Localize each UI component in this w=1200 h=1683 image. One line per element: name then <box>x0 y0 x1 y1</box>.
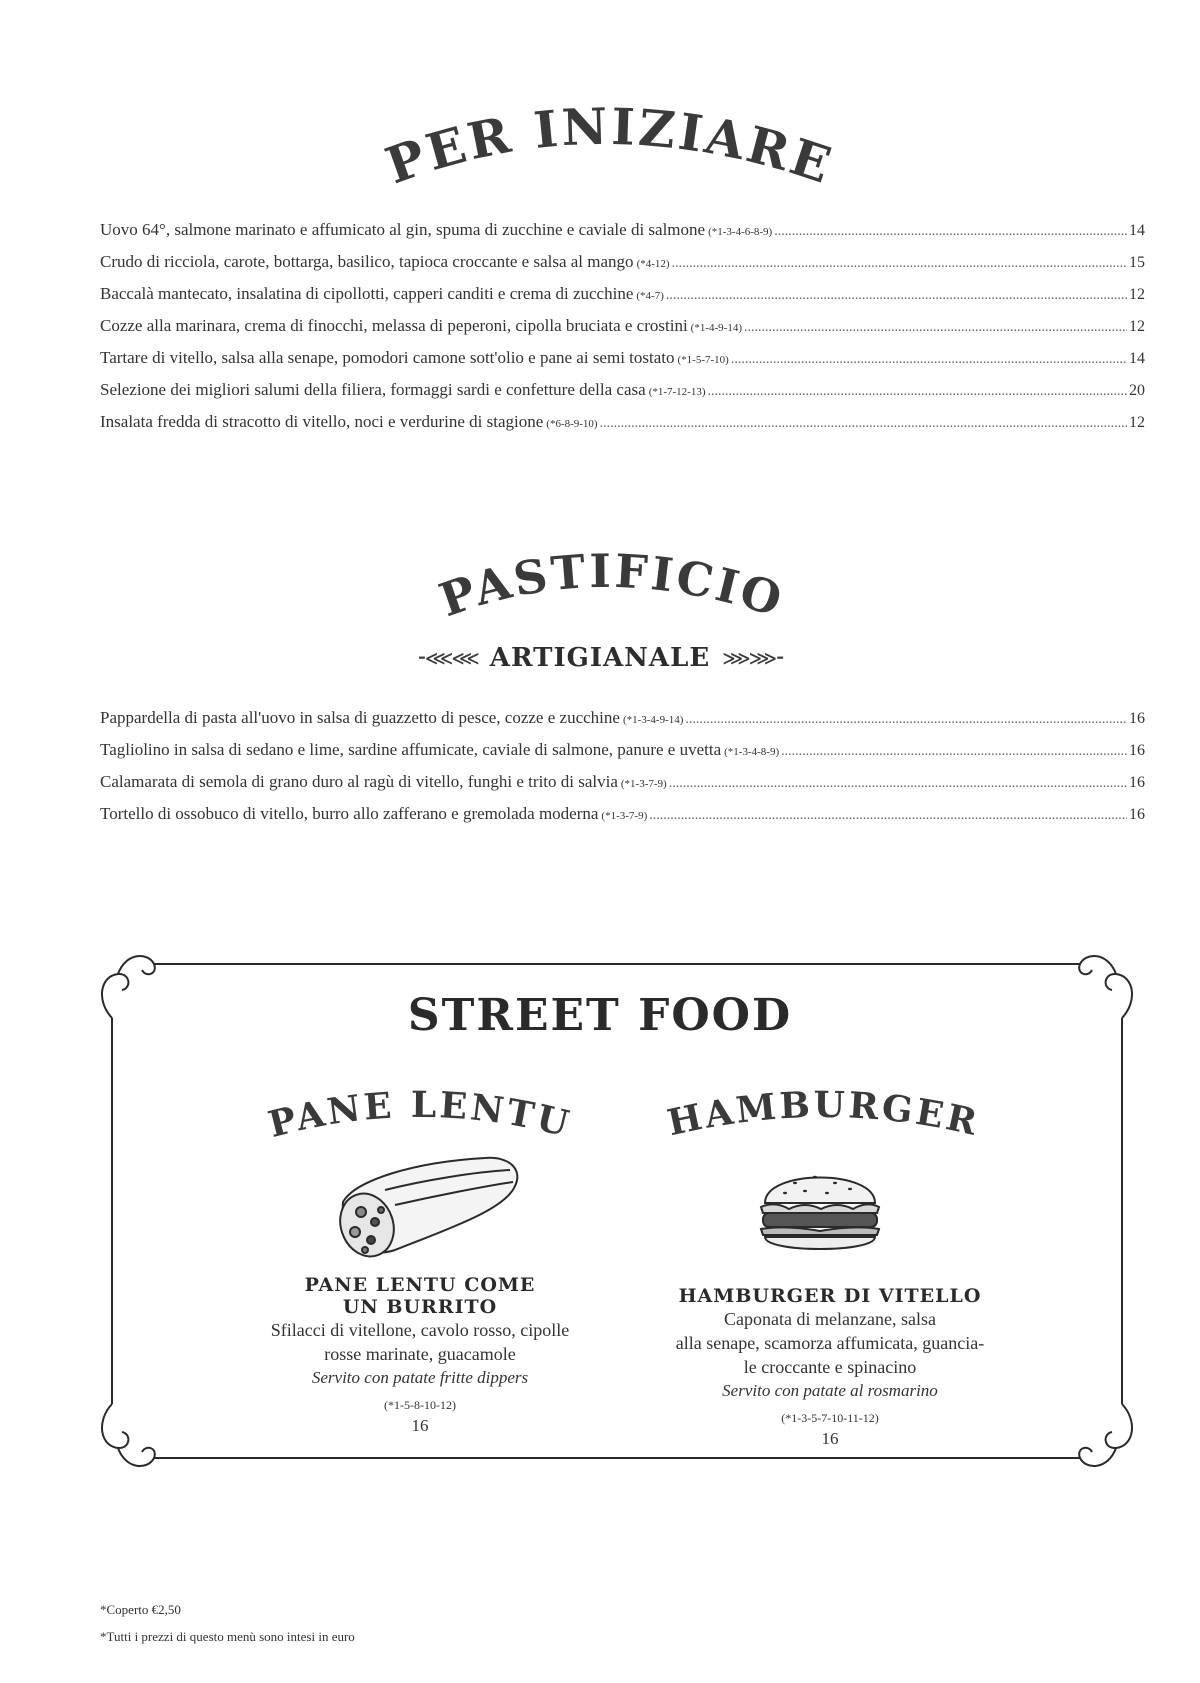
pane-lentu-price: 16 <box>411 1416 429 1435</box>
menu-item-allergens: (*1-3-4-8-9) <box>724 746 780 758</box>
menu-item-price: 12 <box>1129 414 1145 431</box>
pane-lentu-allergens: (*1-5-8-10-12) <box>384 1398 456 1412</box>
menu-item-price: 15 <box>1129 254 1145 271</box>
menu-item-description: Pappardella di pasta all'uovo in salsa di guazzetto di pesce, cozze e zucchine <box>100 708 620 727</box>
dot-leader <box>666 288 1127 304</box>
footnote-prices-euro: *Tutti i prezzi di questo menù sono intesi in euro <box>100 1629 355 1644</box>
menu-item <box>100 412 1145 444</box>
dot-leader <box>744 320 1127 336</box>
pasta-title-text: PASTIFICIO <box>432 543 791 628</box>
hamburger-served-with: Servito con patate al rosmarino <box>722 1381 938 1400</box>
dot-leader <box>774 224 1127 240</box>
menu-item-price: 14 <box>1129 350 1145 367</box>
pane-lentu-desc-line1: Sfilacci di vitellone, cavolo rosso, cipolle <box>270 1320 570 1340</box>
menu-item-price: 16 <box>1129 710 1145 727</box>
dot-leader <box>708 384 1127 400</box>
menu-item-description: Cozze alla marinara, crema di finocchi, melassa di peperoni, cipolla bruciata e crostini <box>100 316 688 335</box>
menu-item-price: 16 <box>1129 806 1145 823</box>
menu-item-description: Uovo 64°, salmone marinato e affumicato al gin, spuma di zucchine e caviale di salmone <box>100 220 706 239</box>
menu-item <box>100 252 1145 284</box>
hamburger-desc-line3: le croccante e spinacino <box>743 1357 917 1377</box>
menu-item <box>100 708 1145 740</box>
hamburger-details <box>620 1285 1040 1449</box>
dot-leader <box>649 808 1127 824</box>
menu-item-description: Insalata fredda di stracotto di vitello, noci e verdurine di stagione <box>100 412 544 431</box>
pane-lentu-dish-name-line1: PANE LENTU COME <box>304 1274 536 1296</box>
menu-item <box>100 220 1145 252</box>
svg-text:PASTIFICIO <box>433 544 791 628</box>
hamburger-heading-text: HAMBURGER <box>663 1083 984 1145</box>
pane-lentu-dish-name-line2: UN BURRITO <box>342 1296 498 1318</box>
hamburger-desc-line1: Caponata di melanzane, salsa <box>724 1309 936 1329</box>
menu-item-price: 20 <box>1129 382 1145 399</box>
hamburger-allergens: (*1-3-5-7-10-11-12) <box>781 1411 879 1425</box>
menu-item-description: Calamarata di semola di grano duro al ragù di vitello, funghi e trito di salvia <box>100 772 618 791</box>
hamburger-price: 16 <box>821 1429 839 1448</box>
hamburger-heading <box>0 1083 1200 1148</box>
pane-lentu-details <box>220 1274 620 1436</box>
starters-title-text: PER INIZIARE <box>378 96 841 196</box>
menu-item-allergens: (*1-5-7-10) <box>677 354 729 366</box>
menu-item-description: Tartare di vitello, salsa alla senape, pomodori camone sott'olio e pane ai semi tostato <box>100 348 675 367</box>
menu-item-allergens: (*4-12) <box>636 258 670 270</box>
menu-item-allergens: (*4-7) <box>636 290 664 302</box>
pane-lentu-desc-line2: rosse marinate, guacamole <box>324 1344 516 1364</box>
svg-text:HAMBURGER <box>664 1084 984 1145</box>
pasta-list <box>100 708 1145 836</box>
menu-item-description: Crudo di ricciola, carote, bottarga, basilico, tapioca croccante e salsa al mango <box>100 252 634 271</box>
dot-leader <box>781 744 1127 760</box>
pane-lentu-served-with: Servito con patate fritte dippers <box>311 1368 529 1387</box>
menu-item-price: 12 <box>1129 318 1145 335</box>
menu-item-allergens: (*1-4-9-14) <box>690 322 742 334</box>
menu-item <box>100 284 1145 316</box>
menu-item <box>100 380 1145 412</box>
dot-leader <box>672 256 1127 272</box>
menu-item-description: Tagliolino in salsa di sedano e lime, sardine affumicate, caviale di salmone, panure e uvetta <box>100 740 722 759</box>
street-food-title: STREET FOOD <box>407 990 793 1041</box>
menu-item-price: 12 <box>1129 286 1145 303</box>
ornament-right-icon: ⋙⋙⁃ <box>722 646 784 670</box>
menu-item <box>100 740 1145 772</box>
menu-item <box>100 348 1145 380</box>
pasta-subtitle-band <box>0 638 1200 678</box>
dot-leader <box>669 776 1127 792</box>
hamburger-illustration-icon <box>755 1155 885 1260</box>
menu-item-allergens: (*1-3-4-6-8-9) <box>708 226 773 238</box>
dot-leader <box>685 712 1127 728</box>
menu-item <box>100 772 1145 804</box>
menu-item-allergens: (*1-3-7-9) <box>601 810 648 822</box>
burrito-illustration-icon <box>325 1150 525 1260</box>
dot-leader <box>600 416 1127 432</box>
menu-item-price: 14 <box>1129 222 1145 239</box>
footnote-cover-charge: *Coperto €2,50 <box>100 1602 181 1617</box>
hamburger-desc-line2: alla senape, scamorza affumicata, guancia- <box>675 1333 985 1353</box>
starters-title <box>0 96 1200 198</box>
menu-item <box>100 804 1145 836</box>
menu-item <box>100 316 1145 348</box>
pasta-subtitle: ARTIGIANALE <box>489 643 711 673</box>
menu-item-allergens: (*6-8-9-10) <box>546 418 598 430</box>
menu-item-description: Baccalà mantecato, insalatina di cipollotti, capperi canditi e crema di zucchine <box>100 284 634 303</box>
hamburger-dish-name: HAMBURGER DI VITELLO <box>678 1285 982 1307</box>
menu-item-allergens: (*1-3-4-9-14) <box>622 714 684 726</box>
menu-item-allergens: (*1-3-7-9) <box>620 778 667 790</box>
ornament-left-icon: ⁃⋘⋘ <box>416 646 478 670</box>
dot-leader <box>731 352 1127 368</box>
pasta-title <box>0 543 1200 640</box>
pane-lentu-heading-text: PANE LENTU <box>264 1083 576 1146</box>
starters-list <box>100 220 1145 444</box>
menu-item-description: Selezione dei migliori salumi della filiera, formaggi sardi e confetture della casa <box>100 380 646 399</box>
menu-item-allergens: (*1-7-12-13) <box>648 386 706 398</box>
menu-item-price: 16 <box>1129 774 1145 791</box>
menu-item-price: 16 <box>1129 742 1145 759</box>
svg-text:PER INIZIARE <box>378 97 840 196</box>
menu-item-description: Tortello di ossobuco di vitello, burro allo zafferano e gremolada moderna <box>100 804 599 823</box>
footnotes <box>100 1596 355 1650</box>
